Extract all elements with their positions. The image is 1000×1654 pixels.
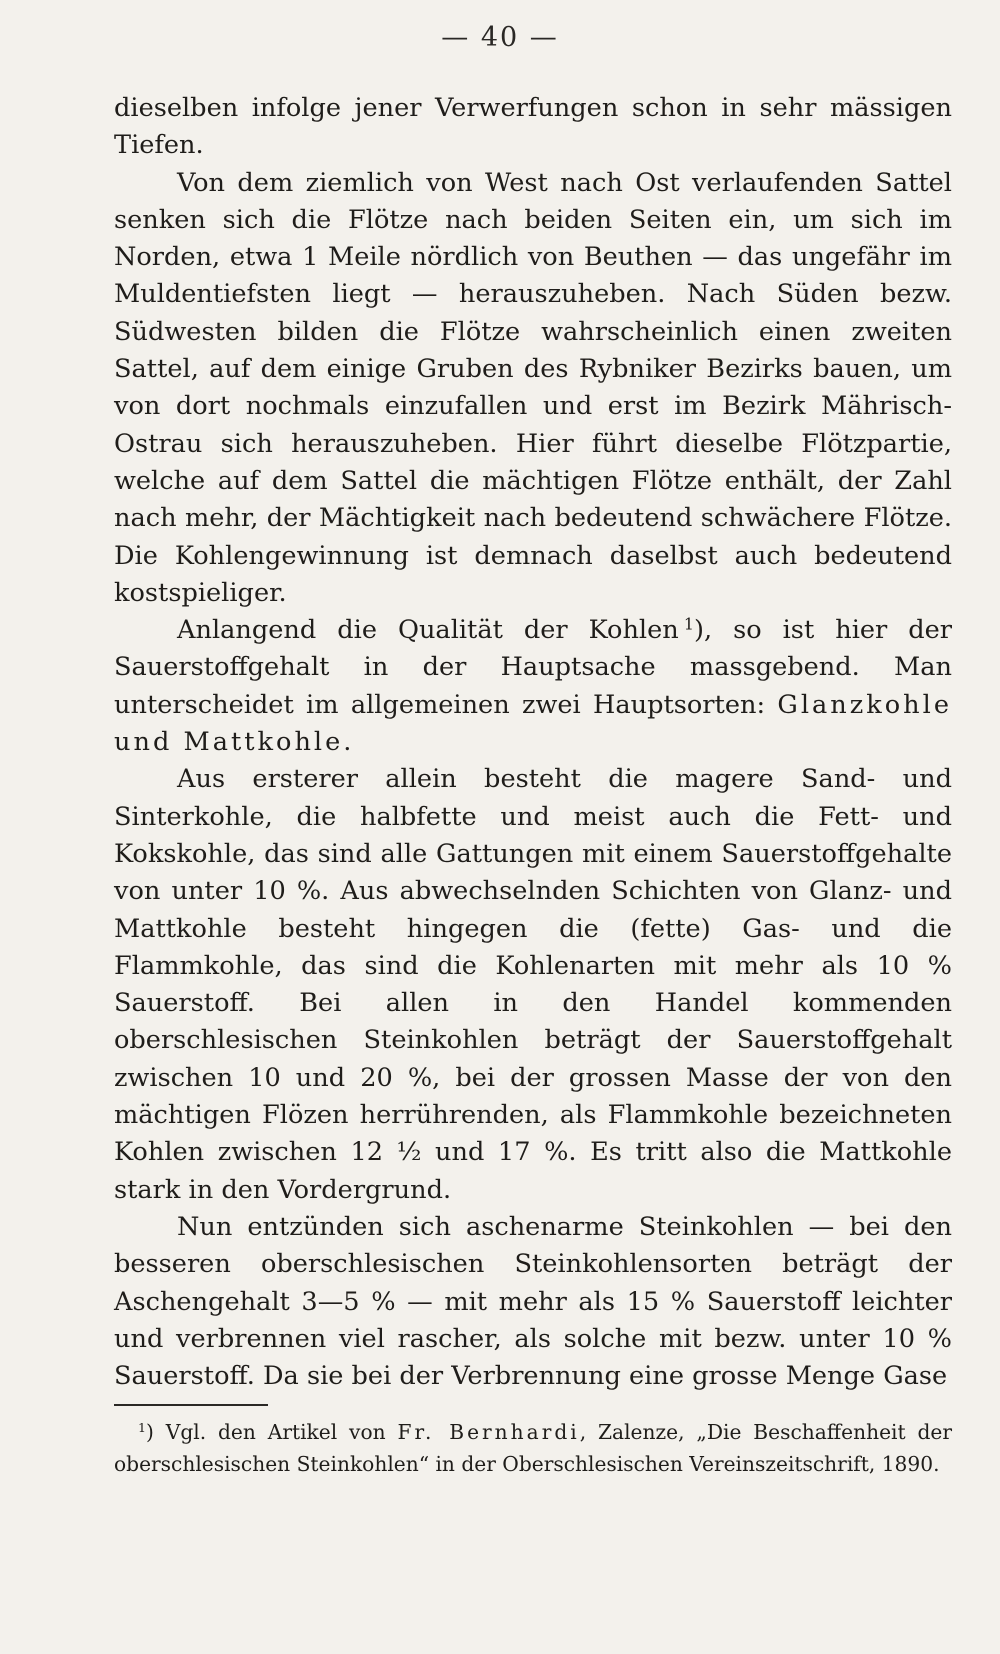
paragraph-4: Aus ersterer allein besteht die magere Sand- und Sinterkohle, die halbfette und meist auch die Fett- und Kokskohle, das sind alle Gattungen mit einem Sauerstoffgehalte von unter 10 %. Aus abwechselnden Schichten von Glanz- und Mattkohle besteht hingegen die (fette) Gas- und die Flammkohle, das sind die Kohlenarten mit mehr als 10 % Sauerstoff. Bei allen in den Handel kommenden oberschlesischen Steinkohlen beträgt der Sauerstoffgehalt zwischen 10 und 20 %, bei der grossen Masse der von den mächtigen Flözen herrührenden, als Flammkohle bezeichneten Kohlen zwischen 12 ½ und 17 %. Es tritt also die Mattkohle stark in den Vordergrund. bbox=[114, 764, 952, 1205]
term-und: und bbox=[114, 727, 184, 758]
paragraph-3-text-b: , so ist hier der Sauerstoffgehalt in der Hauptsache massgebend. Man unterscheidet im allgemeinen zwei Hauptsorten: bbox=[114, 615, 952, 720]
term-glanzkohle: Glanzkohle bbox=[777, 689, 952, 720]
paragraph-3-text-a: Anlangend die Qualität der Kohlen bbox=[177, 615, 679, 646]
body-text bbox=[114, 90, 952, 1395]
footnote-divider bbox=[114, 1404, 268, 1406]
paragraph-1: dieselben infolge jener Verwerfungen schon in sehr mässigen Tiefen. bbox=[114, 93, 952, 161]
footnotes bbox=[114, 1417, 952, 1480]
footnote-1-text-b: , Zalenze, „Die Beschaffenheit der oberschlesischen Steinkohlen“ in der Oberschlesischen Vereinszeitschrift, 1890. bbox=[114, 1420, 952, 1476]
paragraph-3: Anlangend die Qualität der Kohlen $^1$), so ist hier der Sauerstoffgehalt in der Hauptsache massgebend. Man unterscheidet im allgemeinen zwei Hauptsorten: Glanzkohle und Mattkohle. bbox=[114, 614, 952, 758]
footnote-1-text-a: Vgl. den Artikel von bbox=[165, 1420, 398, 1444]
term-mattkohle: Mattkohle bbox=[183, 727, 344, 758]
paragraph-2: Von dem ziemlich von West nach Ost verlaufenden Sattel senken sich die Flötze nach beiden Seiten ein, um sich im Norden, etwa 1 Meile nördlich von Beuthen — das ungefähr im Muldentiefsten liegt — herauszuheben. Nach Süden bezw. Südwesten bilden die Flötze wahrscheinlich einen zweiten Sattel, auf dem einige Gruben des Rybniker Bezirks bauen, um von dort nochmals einzufallen und erst im Bezirk Mährisch-Ostrau sich herauszuheben. Hier führt dieselbe Flötzpartie, welche auf dem Sattel die mächtigen Flötze enthält, der Zahl nach mehr, der Mächtigkeit nach bedeutend schwächere Flötze. Die Kohlengewinnung ist demnach daselbst auch bedeutend kostspieliger. bbox=[114, 167, 952, 608]
footnote-marker: 1 bbox=[138, 1420, 146, 1436]
page-number: — 40 — bbox=[441, 22, 559, 53]
footnote-1-author: Fr. Bernhardi bbox=[397, 1420, 580, 1444]
paragraph-5: Nun entzünden sich aschenarme Steinkohlen — bei den besseren oberschlesischen Steinkohlensorten beträgt der Aschengehalt 3—5 % — mit mehr als 15 % Sauerstoff leichter und verbrennen viel rascher, als solche mit bezw. unter 10 % Sauerstoff. Da sie bei der Verbrennung eine grosse Menge Gase bbox=[114, 1211, 952, 1392]
footnote-1: $^1$) Vgl. den Artikel von Fr. Bernhardi, Zalenze, „Die Beschaffenheit der oberschlesischen Steinkohlen“ in der Oberschlesischen Vereinszeitschrift, 1890. bbox=[114, 1420, 952, 1476]
footnote-reference: 1 bbox=[683, 614, 694, 634]
paragraph-3-end: . bbox=[343, 727, 352, 758]
